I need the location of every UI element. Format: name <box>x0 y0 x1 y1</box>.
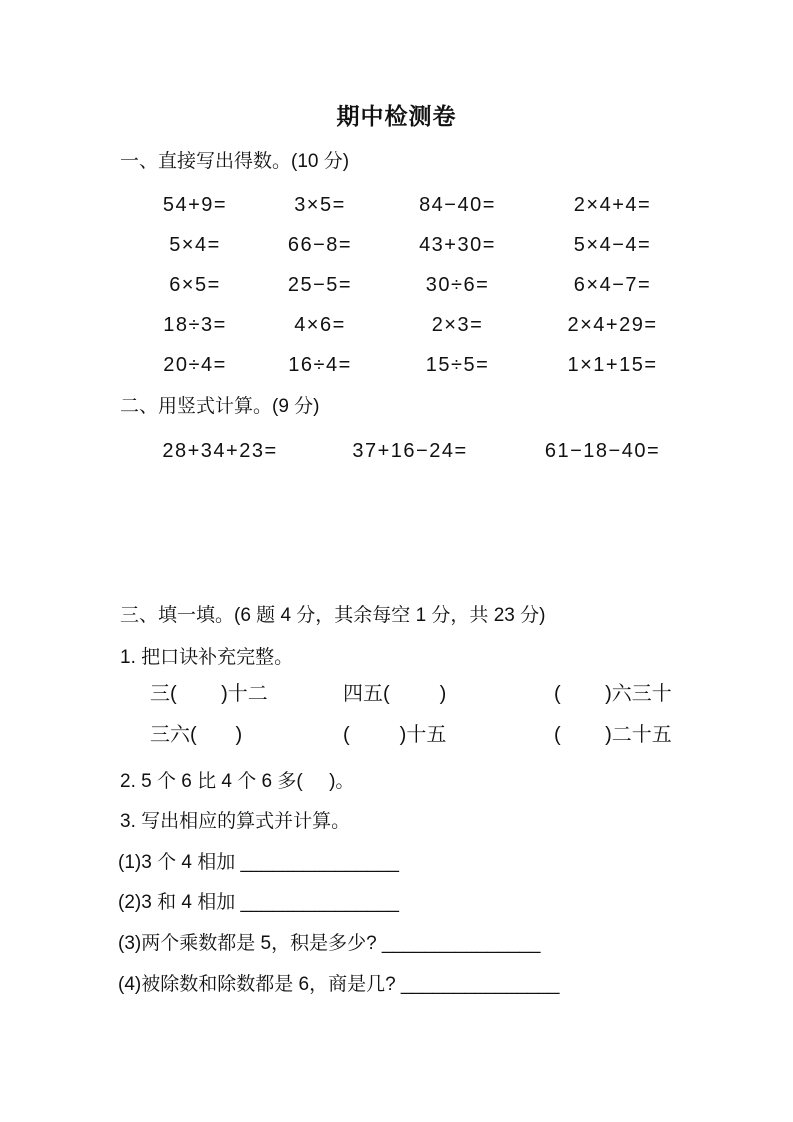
math-problem: 6×5= <box>169 274 221 296</box>
math-problem: 2×3= <box>431 314 484 336</box>
math-problem: 5×4−4= <box>573 234 652 256</box>
mnemonic-blank: ( )十五 <box>343 724 447 746</box>
math-problem: 25−5= <box>287 274 353 296</box>
math-problem: 30÷6= <box>425 274 490 296</box>
word-problem: (3)两个乘数都是 5，积是多少? _______________ <box>118 933 541 954</box>
math-problem: 43+30= <box>419 234 496 256</box>
word-problem: (2)3 和 4 相加 _______________ <box>118 892 399 913</box>
vertical-calc-problem: 61−18−40= <box>544 440 661 462</box>
math-problem: 1×1+15= <box>567 354 658 376</box>
math-problem: 2×4+29= <box>567 314 658 336</box>
item1-label: 1. 把口诀补充完整。 <box>120 647 294 668</box>
math-problem: 3×5= <box>294 194 346 216</box>
vertical-calc-problem: 28+34+23= <box>162 440 278 462</box>
item2-question: 2. 5 个 6 比 4 个 6 多( )。 <box>120 771 355 792</box>
math-problem: 4×6= <box>294 314 346 336</box>
math-problem: 84−40= <box>419 194 496 216</box>
mnemonic-blank: ( )六三十 <box>554 683 672 705</box>
section2-heading: 二、用竖式计算。(9 分) <box>120 396 320 417</box>
section3-heading: 三、填一填。(6 题 4 分，其余每空 1 分，共 23 分) <box>120 605 546 626</box>
section2-problem-row <box>130 437 695 465</box>
math-problem: 54+9= <box>162 194 228 216</box>
math-problem: 20÷4= <box>163 354 227 376</box>
math-problem: 66−8= <box>287 234 353 256</box>
math-problem: 16÷4= <box>288 354 352 376</box>
math-problem: 18÷3= <box>163 314 227 336</box>
word-problem: (1)3 个 4 相加 _______________ <box>118 852 399 873</box>
math-problem: 5×4= <box>169 234 221 256</box>
word-problem: (4)被除数和除数都是 6，商是几? _______________ <box>118 974 560 995</box>
mnemonic-blank: ( )二十五 <box>554 724 672 746</box>
mnemonic-blank: 四五( ) <box>343 683 447 705</box>
math-problem: 2×4+4= <box>573 194 652 216</box>
section1-problem-grid <box>135 185 695 385</box>
page-title: 期中检测卷 <box>336 103 457 129</box>
section1-heading: 一、直接写出得数。(10 分) <box>120 151 350 172</box>
math-problem: 15÷5= <box>425 354 490 376</box>
mnemonic-blank: 三( )十二 <box>150 683 268 705</box>
vertical-calc-problem: 37+16−24= <box>352 440 468 462</box>
mnemonic-fill-grid <box>150 674 754 756</box>
item3-label: 3. 写出相应的算式并计算。 <box>120 811 351 832</box>
mnemonic-blank: 三六( ) <box>150 724 243 746</box>
math-problem: 6×4−7= <box>573 274 652 296</box>
